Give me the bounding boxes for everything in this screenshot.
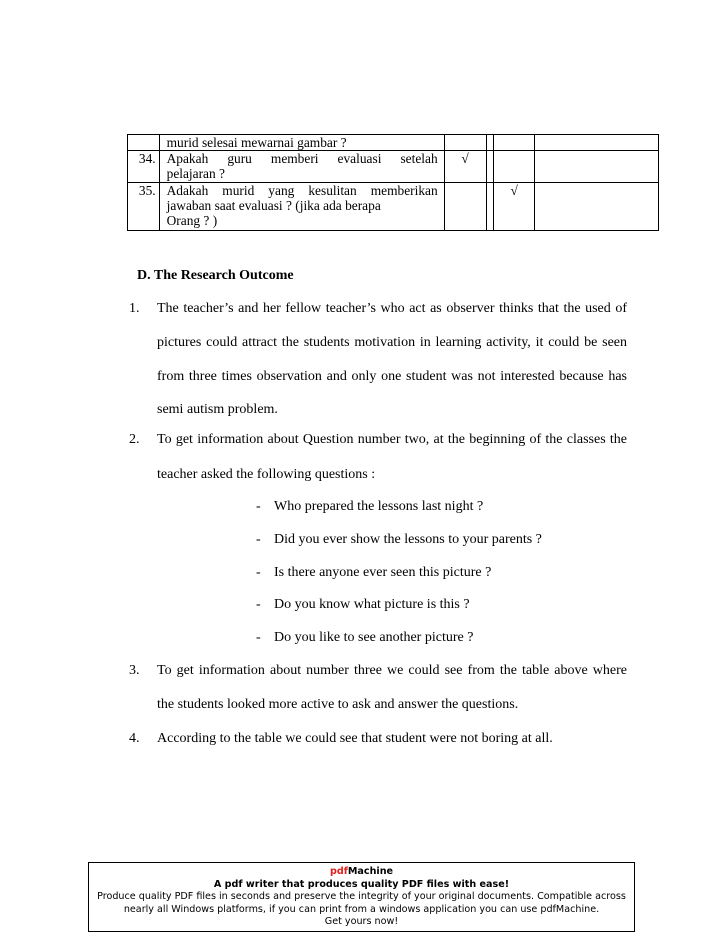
brand-machine: Machine <box>347 866 394 877</box>
pdfmachine-footer <box>88 862 635 932</box>
notes-cell <box>535 183 659 231</box>
check-cell-b <box>486 183 494 231</box>
check-cell-a: √ <box>444 151 486 183</box>
check-cell-b <box>486 135 494 151</box>
question-cell <box>159 135 444 151</box>
question-text: Do you know what picture is this ? <box>274 597 470 612</box>
check-cell-c <box>494 151 535 183</box>
item-line: pictures could attract the students motivation in learning activity, it could be seen <box>157 335 627 350</box>
item-line: The teacher’s and her fellow teacher’s who act as observer thinks that the used of <box>157 301 627 316</box>
item-line: According to the table we could see that student were not boring at all. <box>157 731 553 746</box>
question-cell <box>159 151 444 183</box>
notes-cell <box>535 151 659 183</box>
item-line: teacher asked the following questions : <box>157 467 376 482</box>
footer-cta: Get yours now! <box>324 916 399 927</box>
item-line: To get information about Question number two, at the beginning of the classes the <box>157 432 627 447</box>
question-line: Apakah guru memberi evaluasi setelah <box>166 151 438 166</box>
question-line: pelajaran ? <box>166 166 225 181</box>
item-number: 3. <box>129 663 140 678</box>
check-cell-a <box>444 135 486 151</box>
question-line: Orang ? ) <box>166 213 218 228</box>
item-number: 1. <box>129 301 140 316</box>
question-line: jawaban saat evaluasi ? (jika ada berapa <box>166 198 381 213</box>
row-number: 35. <box>128 183 160 231</box>
question-line: murid selesai mewarnai gambar ? <box>166 135 347 150</box>
footer-description: Produce quality PDF files in seconds and preserve the integrity of your original documents. Compatible across nearly all Windows platforms, if you can print from a windows application you can use pdfMachine. <box>97 891 626 915</box>
dash-bullet: - <box>256 532 261 547</box>
row-number <box>128 135 160 151</box>
dash-bullet: - <box>256 499 261 514</box>
item-line: semi autism problem. <box>157 402 278 417</box>
dash-bullet: - <box>256 630 261 645</box>
table-row <box>128 151 659 183</box>
item-number: 2. <box>129 432 140 447</box>
row-number: 34. <box>128 151 160 183</box>
footer-brand <box>89 866 634 879</box>
question-text: Is there anyone ever seen this picture ? <box>274 565 492 580</box>
item-number: 4. <box>129 731 140 746</box>
observation-table <box>127 134 659 231</box>
dash-bullet: - <box>256 597 261 612</box>
check-cell-b <box>486 151 494 183</box>
question-text: Did you ever show the lessons to your parents ? <box>274 532 542 547</box>
question-cell <box>159 183 444 231</box>
check-cell-c: √ <box>494 183 535 231</box>
item-line: from three times observation and only one student was not interested because has <box>157 369 627 384</box>
question-line: Adakah murid yang kesulitan memberikan <box>166 183 438 198</box>
item-line: To get information about number three we could see from the table above where <box>157 663 627 678</box>
question-text: Who prepared the lessons last night ? <box>274 499 484 514</box>
question-text: Do you like to see another picture ? <box>274 630 474 645</box>
footer-tagline: A pdf writer that produces quality PDF files with ease! <box>213 878 510 890</box>
check-cell-c <box>494 135 535 151</box>
check-cell-a <box>444 183 486 231</box>
notes-cell <box>535 135 659 151</box>
dash-bullet: - <box>256 565 261 580</box>
brand-pdf: pdf <box>329 866 348 877</box>
table-row <box>128 183 659 231</box>
item-line: the students looked more active to ask and answer the questions. <box>157 697 519 712</box>
table-row <box>128 135 659 151</box>
section-title: D. The Research Outcome <box>137 268 294 283</box>
